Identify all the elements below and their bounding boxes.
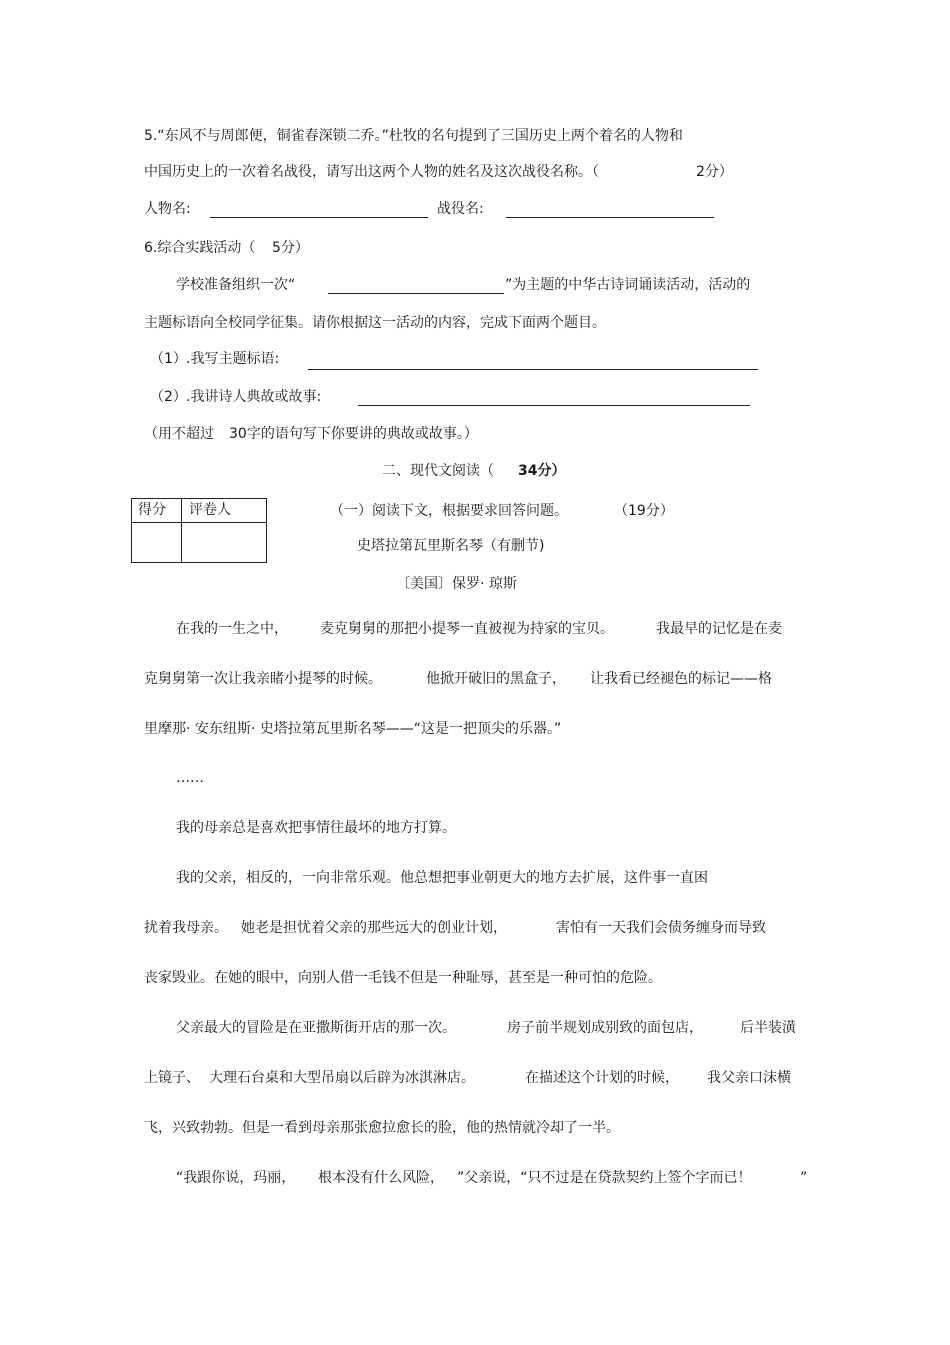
passage-line-12b: 根本没有什么风险， <box>318 1170 444 1186</box>
q6-sub1-label: .我写主题标语: <box>186 351 280 367</box>
q5-people-label: 人物名: <box>144 201 191 217</box>
q6-sub2-number: （2） <box>150 389 187 405</box>
passage-line-10c: 在描述这个计划的时候， <box>525 1070 679 1086</box>
q5-score: 2分） <box>696 164 733 180</box>
q6-theme-blank-line[interactable] <box>328 293 504 294</box>
q6-note-a: （用不超过 <box>144 426 214 442</box>
q6-intro-line-2: 主题标语向全校同学征集。请你根据这一活动的内容，完成下面两个题目。 <box>144 315 606 331</box>
passage-line-6: 我的父亲，相反的，一向非常乐观。他总想把事业朝更大的地方去扩展，这件事一直困 <box>176 870 708 886</box>
passage-line-10a: 上镜子、 <box>144 1070 200 1086</box>
passage-line-7c: 害怕有一天我们会债务缠身而导致 <box>556 920 766 936</box>
passage-author: 〔美国〕保罗· 琼斯 <box>396 576 517 592</box>
score-table-header-score: 得分 <box>138 502 166 518</box>
passage-line-10d: 我父亲口沫横 <box>707 1070 791 1086</box>
passage-line-9a: 父亲最大的冒险是在亚撒斯街开店的那一次。 <box>176 1020 456 1036</box>
passage-title: 史塔拉第瓦里斯名琴（有删节) <box>357 538 545 554</box>
q6-note-b: 30字的语句写下你要讲的典故或故事。） <box>229 426 478 442</box>
passage-line-3: 里摩那· 安东纽斯· 史塔拉第瓦里斯名琴——“这是一把顶尖的乐器。” <box>144 721 562 737</box>
passage-line-1c: 我最早的记忆是在麦 <box>656 621 782 637</box>
q6-sub1-answer-line[interactable] <box>308 369 758 370</box>
reading-instruction: （一）阅读下文，根据要求回答问题。 <box>330 503 568 519</box>
passage-line-1b: 麦克舅舅的那把小提琴一直被视为持家的宝贝。 <box>320 621 614 637</box>
passage-line-12d: ” <box>800 1170 808 1186</box>
q5-line-1: 5.“东风不与周郎便，铜雀春深锁二乔。”杜牧的名句提到了三国历史上两个着名的人物和 <box>144 128 683 144</box>
passage-line-7b: 她老是担忧着父亲的那些远大的创业计划， <box>241 920 507 936</box>
q6-score: 5分） <box>272 240 309 256</box>
q6-title: 6.综合实践活动（ <box>144 240 256 256</box>
section-2-title: 二、现代文阅读（ <box>382 463 494 479</box>
q5-people-answer-line[interactable] <box>210 217 428 218</box>
passage-line-12a: “我跟你说，玛丽， <box>176 1170 296 1186</box>
section-2-score: 34分） <box>518 463 566 479</box>
passage-line-11: 飞，兴致勃勃。但是一看到母亲那张愈拉愈长的脸，他的热情就冷却了一半。 <box>144 1120 620 1136</box>
passage-ellipsis: …… <box>176 770 204 786</box>
q6-intro-a: 学校准备组织一次“ <box>176 277 296 293</box>
passage-line-10b: 大理石台桌和大型吊扇以后辟为冰淇淋店。 <box>209 1070 475 1086</box>
grader-cell[interactable] <box>182 523 266 561</box>
reading-points: （19分） <box>614 503 674 519</box>
passage-line-12c: ”父亲说，“只不过是在贷款契约上签个字而已！ <box>457 1170 752 1186</box>
q6-sub2-answer-line[interactable] <box>358 405 750 406</box>
q5-battle-answer-line[interactable] <box>506 217 714 218</box>
q6-sub1-number: （1） <box>150 351 187 367</box>
passage-line-2b: 他掀开破旧的黑盒子， <box>426 671 566 687</box>
passage-line-5: 我的母亲总是喜欢把事情往最坏的地方打算。 <box>176 820 456 836</box>
passage-line-9c: 后半装潢 <box>740 1020 796 1036</box>
q5-battle-label: 战役名: <box>437 201 484 217</box>
q5-line-2: 中国历史上的一次着名战役，请写出这两个人物的姓名及这次战役名称。（ <box>144 164 599 180</box>
passage-line-7a: 扰着我母亲。 <box>144 920 228 936</box>
passage-line-8: 丧家毁业。在她的眼中，向别人借一毛钱不但是一种耻辱，甚至是一种可怕的危险。 <box>144 970 662 986</box>
passage-line-2a: 克舅舅第一次让我亲睹小提琴的时候。 <box>144 671 382 687</box>
score-table-header-grader: 评卷人 <box>189 502 231 518</box>
passage-line-2c: 让我看已经褪色的标记——格 <box>590 671 772 687</box>
q6-sub2-label: .我讲诗人典故或故事: <box>186 389 322 405</box>
q6-intro-b: ”为主题的中华古诗词诵读活动，活动的 <box>505 277 751 293</box>
score-cell[interactable] <box>132 523 181 561</box>
passage-line-9b: 房子前半规划成别致的面包店， <box>507 1020 703 1036</box>
passage-line-1a: 在我的一生之中， <box>176 621 288 637</box>
